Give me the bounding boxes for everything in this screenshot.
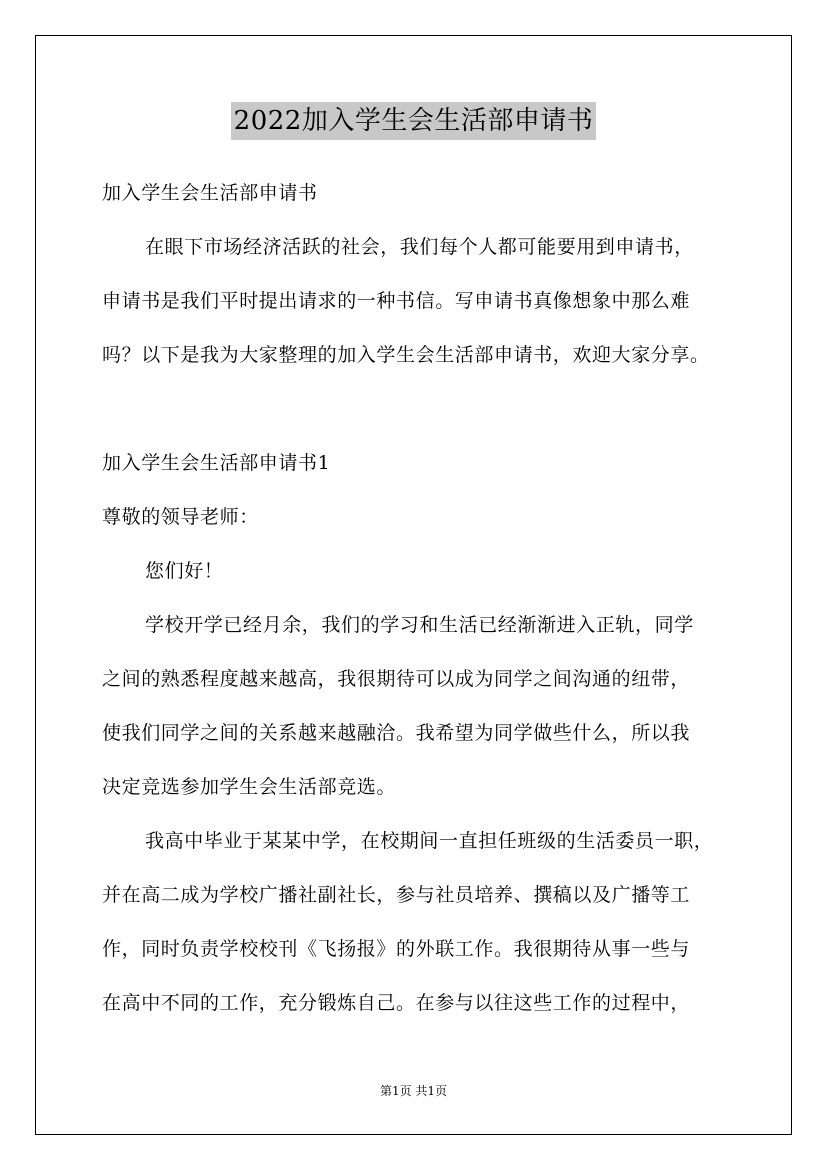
title-container [0,102,827,140]
paragraph-line: 作，同时负责学校校刊《飞扬报》的外联工作。我很期待从事一些与 [102,938,691,960]
paragraph-line: 之间的熟悉程度越来越高，我很期待可以成为同学之间沟通的纽带， [102,668,691,690]
paragraph-line: 决定竞选参加学生会生活部竞选。 [102,776,397,798]
section-heading: 加入学生会生活部申请书1 [102,452,331,474]
paragraph-line: 并在高二成为学校广播社副社长，参与社员培养、撰稿以及广播等工 [102,884,691,906]
paragraph-line: 学校开学已经月余，我们的学习和生活已经渐渐进入正轨，同学 [145,614,694,636]
paragraph-line: 在眼下市场经济活跃的社会，我们每个人都可能要用到申请书， [145,236,694,258]
section-heading: 加入学生会生活部申请书 [102,182,318,204]
document-title: 2022加入学生会生活部申请书 [231,102,597,140]
page-footer: 第1页 共1页 [379,1084,448,1098]
paragraph-line: 使我们同学之间的关系越来越融洽。我希望为同学做些什么，所以我 [102,722,691,744]
greeting: 您们好！ [145,560,224,582]
salutation: 尊敬的领导老师： [102,506,259,528]
paragraph-line: 在高中不同的工作，充分锻炼自己。在参与以往这些工作的过程中， [102,992,691,1014]
paragraph-line: 吗？以下是我为大家整理的加入学生会生活部申请书，欢迎大家分享。 [102,344,710,366]
paragraph-line: 我高中毕业于某某中学，在校期间一直担任班级的生活委员一职， [145,830,714,852]
paragraph-line: 申请书是我们平时提出请求的一种书信。写申请书真像想象中那么难 [102,290,691,312]
